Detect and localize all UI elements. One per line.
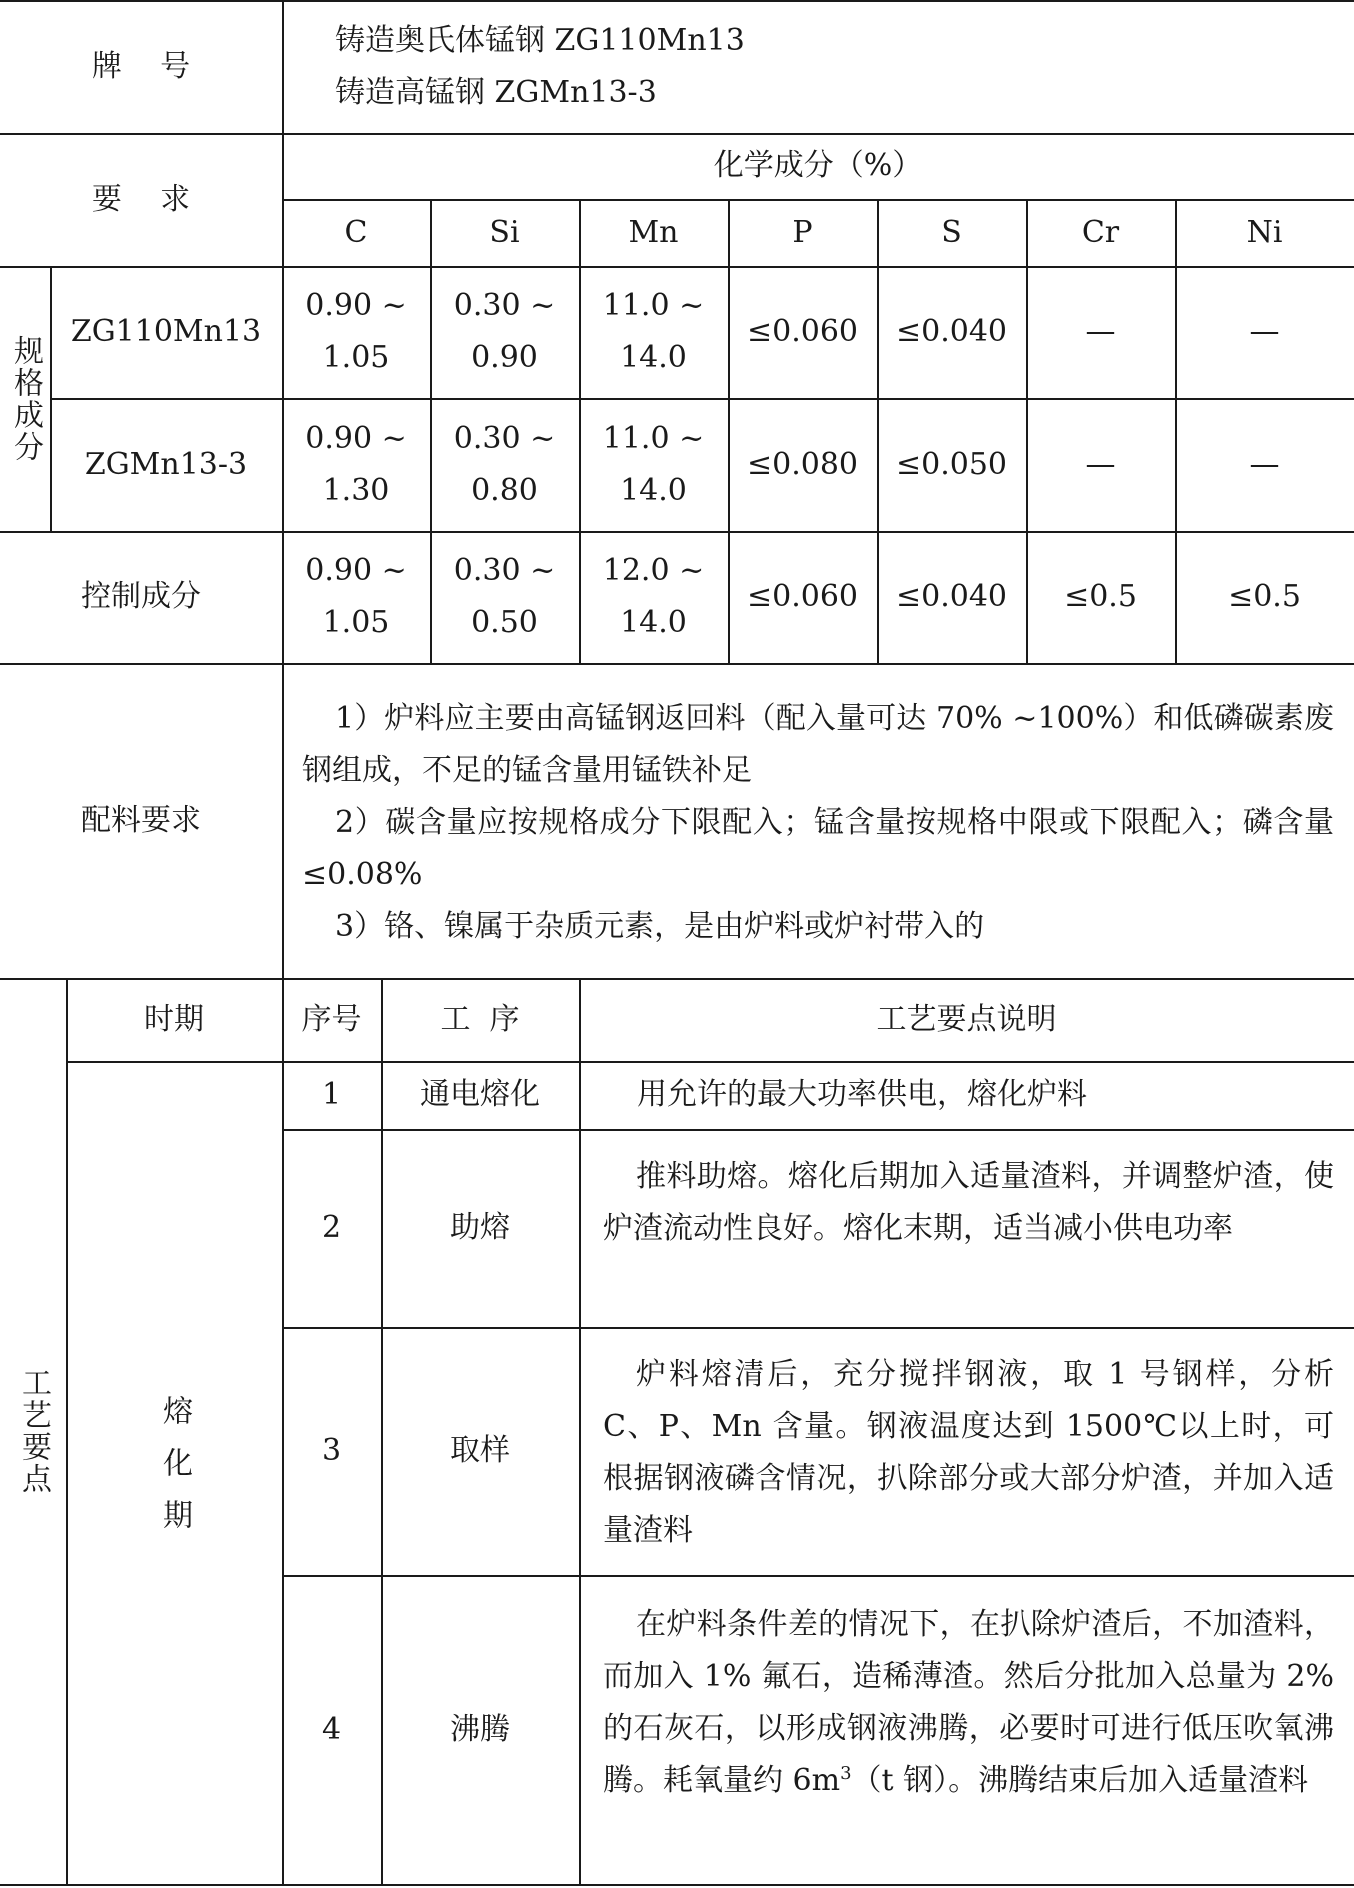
grade-line: 铸造高锰钢 ZGMn13-3 <box>335 75 657 110</box>
step-no: 4 <box>321 1711 342 1747</box>
rule-bottom <box>0 1884 1354 1886</box>
requirement-label: 要 求 <box>91 181 191 217</box>
step-no: 3 <box>321 1433 342 1468</box>
step-name: 助熔 <box>450 1210 510 1245</box>
spec-row-name: ZG110Mn13 <box>70 314 262 349</box>
control-cell: ≤0.5 <box>1064 579 1137 614</box>
header-seq: 序号 <box>301 1001 362 1037</box>
control-cell: 12.0 ~ 14.0 <box>602 553 705 640</box>
element-header: S <box>941 214 962 250</box>
step-no: 1 <box>321 1077 342 1112</box>
spec-cell: ≤0.040 <box>895 314 1008 349</box>
spec-cell: ≤0.050 <box>895 446 1008 482</box>
period-melting: 熔化期 <box>157 1394 192 1551</box>
step-desc <box>603 1599 1334 1807</box>
spec-cell: ≤0.060 <box>746 314 859 349</box>
control-cell: 0.90 ~ 1.05 <box>305 553 407 640</box>
control-cell: ≤0.040 <box>895 579 1008 614</box>
spec-cell: 11.0 ~ 14.0 <box>602 288 705 375</box>
control-cell: ≤0.5 <box>1228 579 1301 614</box>
spec-cell: 11.0 ~ 14.0 <box>602 420 705 508</box>
header-period: 时期 <box>144 1001 204 1037</box>
control-cell: ≤0.060 <box>746 579 859 614</box>
batching-item: 3）铬、镍属于杂质元素，是由炉料或炉衬带入的 <box>335 909 985 944</box>
step-name: 通电熔化 <box>420 1077 540 1112</box>
batching-item: 2）碳含量应按规格成分下限配入；锰含量按规格中限或下限配入；磷含量≤0.08% <box>302 805 1334 892</box>
step-desc <box>603 1061 1334 1129</box>
step-no: 2 <box>321 1210 342 1245</box>
step-desc-text: 用允许的最大功率供电，熔化炉料 <box>637 1077 1087 1112</box>
element-header: Si <box>489 214 520 250</box>
step-name: 沸腾 <box>450 1711 510 1747</box>
spec-row-name: ZGMn13-3 <box>84 446 248 482</box>
spec-cell: — <box>1249 446 1280 482</box>
spec-cell: 0.30 ~ 0.90 <box>453 288 556 375</box>
element-header: C <box>344 214 368 250</box>
spec-cell: — <box>1249 314 1280 349</box>
grade-label: 牌 号 <box>91 48 191 84</box>
step-desc-text: （t 钢）。沸腾结束后加入适量渣料 <box>851 1763 1309 1798</box>
element-header: Mn <box>628 214 679 250</box>
step-desc: 推料助熔。熔化后期加入适量渣料，并调整炉渣，使炉渣流动性良好。熔化末期，适当减小供电功率 <box>603 1159 1334 1246</box>
control-label: 控制成分 <box>81 579 201 614</box>
step-desc-text: 在炉料条件差的情况下，在扒除炉渣后，不加渣料，而加入 1% 氟石，造稀薄渣。然后分批加入总量为 2% 的石灰石，以形成钢液沸腾，必要时可进行低压吹氧沸腾。耗氧量约 6m <box>603 1607 1334 1798</box>
step-name: 取样 <box>450 1433 510 1468</box>
batching-label: 配料要求 <box>81 802 201 838</box>
superscript: 3 <box>840 1763 852 1784</box>
rule <box>579 978 581 1886</box>
step-desc: 炉料熔清后，充分搅拌钢液，取 1 号钢样，分析 C、P、Mn 含量。钢液温度达到 1500℃以上时，可根据钢液磷含情况，扒除部分或大部分炉渣，并加入适量渣料 <box>603 1357 1334 1548</box>
control-cell: 0.30 ~ 0.50 <box>453 553 556 640</box>
spec-label: 规格成分 <box>8 334 43 463</box>
chem-header: 化学成分（%） <box>713 148 923 183</box>
spec-cell: — <box>1085 314 1116 349</box>
element-header: Cr <box>1081 214 1120 250</box>
element-header: Ni <box>1246 214 1283 250</box>
spec-cell: 0.90 ~ 1.30 <box>305 420 407 508</box>
grade-line: 铸造奥氏体锰钢 ZG110Mn13 <box>335 23 745 58</box>
element-header: P <box>792 214 813 250</box>
spec-cell: ≤0.080 <box>746 446 859 482</box>
process-label: 工艺要点 <box>16 1367 51 1495</box>
batching-item: 1）炉料应主要由高锰钢返回料（配入量可达 70% ~100%）和低磷碳素废钢组成，不足的锰含量用锰铁补足 <box>302 701 1334 788</box>
spec-cell: — <box>1085 446 1116 482</box>
spec-cell: 0.30 ~ 0.80 <box>453 420 556 508</box>
header-desc: 工艺要点说明 <box>876 1001 1057 1037</box>
header-step: 工 序 <box>440 1001 520 1037</box>
spec-cell: 0.90 ~ 1.05 <box>305 288 407 375</box>
batching-requirements <box>302 693 1334 953</box>
